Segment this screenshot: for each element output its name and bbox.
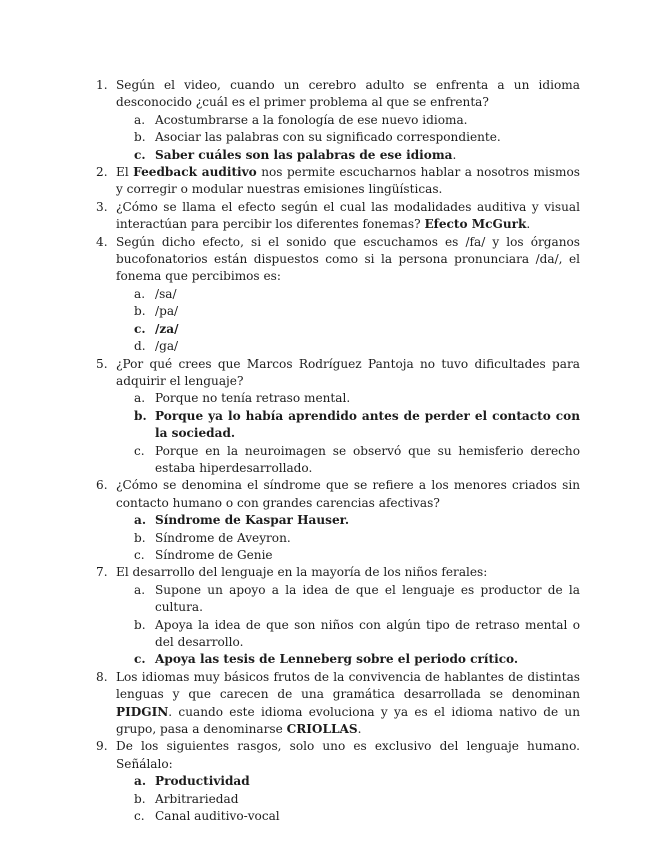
question-text-post: . (526, 217, 531, 232)
option-text: /pa/ (155, 304, 179, 319)
question-8 (96, 669, 580, 739)
question-answer-bold: Efecto McGurk (424, 217, 527, 232)
option-text: /za/ (155, 321, 179, 336)
option-item-correct (116, 147, 580, 164)
question-number: 4. (96, 234, 108, 249)
option-list (116, 390, 580, 477)
option-text: Apoya las tesis de Lenneberg sobre el periodo crítico. (155, 652, 519, 667)
question-3 (96, 199, 580, 234)
option-list (116, 773, 580, 825)
question-text: De los siguientes rasgos, solo uno es exclusivo del lenguaje humano. Señálalo: (116, 739, 580, 771)
option-text: Síndrome de Genie (155, 547, 273, 562)
question-text-pre: Los idiomas muy básicos frutos de la convivencia de hablantes de distintas lenguas y que carecen de una gramática desarrollada se denominan (116, 669, 580, 702)
option-text: Supone un apoyo a la idea de que el lenguaje es productor de la cultura. (155, 582, 580, 615)
option-text: Porque no tenía retraso mental. (155, 391, 351, 406)
option-letter: a. (134, 774, 147, 789)
question-text-pre: ¿Cómo se llama el efecto según el cual las modalidades auditiva y visual interactúan para percibir los diferentes fonemas? (116, 199, 580, 232)
option-letter: c. (134, 652, 146, 667)
option-letter: b. (134, 530, 146, 545)
option-item (116, 582, 580, 617)
option-letter: c. (134, 809, 145, 824)
option-item-correct (116, 321, 580, 338)
question-list (96, 77, 580, 825)
option-letter: b. (134, 617, 146, 632)
option-list (116, 512, 580, 564)
question-4 (96, 234, 580, 356)
question-term-criollas: CRIOLLAS (286, 722, 358, 737)
option-letter: d. (134, 339, 146, 354)
question-number: 8. (96, 669, 108, 684)
question-text-mid: . cuando este idioma evoluciona y ya es el idioma nativo de un grupo, pasa a denominarse (116, 704, 580, 737)
question-text: Según dicho efecto, si el sonido que escuchamos es /fa/ y los órganos bucofonatorios están dispuestos como si la persona pronunciara /da/, el fonema que percibimos es: (116, 234, 580, 284)
option-letter: a. (134, 112, 146, 127)
option-text: Saber cuáles son las palabras de ese idioma (155, 147, 453, 162)
question-5 (96, 356, 580, 478)
option-item (116, 286, 580, 303)
option-text: Asociar las palabras con su significado correspondiente. (155, 130, 501, 145)
option-letter: c. (134, 321, 146, 336)
option-text: Porque en la neuroimagen se observó que su hemisferio derecho estaba hiperdesarrollado. (155, 443, 580, 475)
option-item (116, 808, 580, 825)
option-letter: b. (134, 130, 146, 145)
option-letter: c. (134, 443, 145, 458)
question-6 (96, 477, 580, 564)
question-number: 5. (96, 356, 108, 371)
option-text: Productividad (155, 774, 250, 789)
option-text: Apoya la idea de que son niños con algún tipo de retraso mental o del desarrollo. (155, 617, 580, 649)
option-item (116, 547, 580, 564)
option-text: Acostumbrarse a la fonología de ese nuevo idioma. (155, 112, 468, 127)
option-item (116, 338, 580, 355)
question-term-pidgin: PIDGIN (116, 704, 169, 719)
option-letter: c. (134, 547, 145, 562)
option-letter: a. (134, 513, 147, 528)
option-item (116, 112, 580, 129)
option-list (116, 582, 580, 669)
option-item-correct (116, 512, 580, 529)
option-text: Síndrome de Kaspar Hauser. (155, 513, 350, 528)
question-number: 1. (96, 78, 108, 92)
question-text: El desarrollo del lenguaje en la mayoría de los niños ferales: (116, 565, 488, 580)
option-item (116, 530, 580, 547)
option-item-correct (116, 408, 580, 443)
option-text: Porque ya lo había aprendido antes de perder el contacto con la sociedad. (155, 408, 580, 441)
option-letter: a. (134, 582, 146, 597)
option-item-correct (116, 651, 580, 668)
question-text-pre: El (116, 165, 134, 180)
question-9 (96, 738, 580, 825)
option-suffix: . (452, 147, 457, 162)
option-letter: c. (134, 147, 146, 162)
option-letter: a. (134, 286, 146, 301)
question-number: 7. (96, 565, 108, 580)
question-text-post: nos permite escucharnos hablar a nosotros mismos y corregir o modular nuestras emisiones lingüísticas. (116, 165, 581, 197)
question-1 (96, 77, 580, 164)
question-2 (96, 164, 580, 199)
option-letter: b. (134, 408, 147, 423)
question-text: ¿Por qué crees que Marcos Rodríguez Pantoja no tuvo dificultades para adquirir el lenguaje? (116, 356, 580, 388)
question-number: 3. (96, 199, 108, 214)
option-text: Arbitrariedad (155, 791, 239, 806)
question-number: 9. (96, 739, 108, 754)
option-list (116, 286, 580, 356)
option-item (116, 791, 580, 808)
option-text: /sa/ (155, 286, 177, 301)
option-text: Síndrome de Aveyron. (155, 530, 291, 545)
question-number: 2. (96, 165, 108, 180)
option-item (116, 129, 580, 146)
question-number: 6. (96, 478, 108, 493)
option-item (116, 443, 580, 478)
question-text-bold: Feedback auditivo (133, 165, 257, 180)
option-item (116, 303, 580, 320)
option-item (116, 617, 580, 652)
option-item-correct (116, 773, 580, 790)
option-item (116, 390, 580, 407)
option-letter: b. (134, 304, 146, 319)
option-list (116, 112, 580, 164)
option-text: Canal auditivo-vocal (155, 809, 280, 824)
question-text: ¿Cómo se denomina el síndrome que se refiere a los menores criados sin contacto humano o con grandes carencias afectivas? (116, 478, 580, 510)
question-text-post: . (357, 722, 362, 737)
option-letter: b. (134, 791, 146, 806)
option-text: /ga/ (155, 339, 179, 354)
question-text: Según el video, cuando un cerebro adulto se enfrenta a un idioma desconocido ¿cuál es el primer problema al que se enfrenta? (116, 78, 580, 110)
question-7 (96, 564, 580, 668)
option-letter: a. (134, 391, 146, 406)
